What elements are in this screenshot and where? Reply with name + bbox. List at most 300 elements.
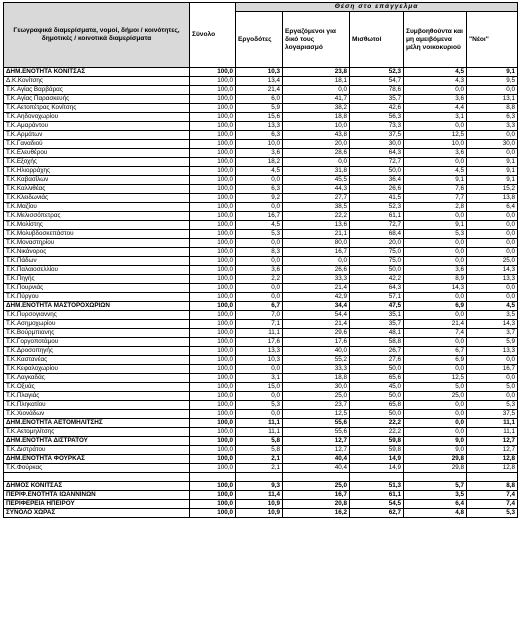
value-cell: 6,3 bbox=[467, 113, 518, 122]
area-name-cell: ΔΗΜ.ΕΝΟΤΗΤΑ ΦΟΥΡΚΑΣ bbox=[4, 455, 190, 464]
value-cell: 38,2 bbox=[283, 104, 350, 113]
value-cell: 12,8 bbox=[467, 455, 518, 464]
value-cell: 20,8 bbox=[283, 500, 350, 509]
value-cell: 0,0 bbox=[467, 212, 518, 221]
value-cell: 100,0 bbox=[190, 266, 236, 275]
value-cell: 6,0 bbox=[236, 95, 283, 104]
value-cell: 0,0 bbox=[404, 239, 467, 248]
value-cell: 8,9 bbox=[404, 275, 467, 284]
value-cell: 7,1 bbox=[236, 320, 283, 329]
value-cell: 42,9 bbox=[283, 293, 350, 302]
area-name-cell: ΣΥΝΟΛΟ ΧΩΡΑΣ bbox=[4, 509, 190, 518]
value-cell: 25,0 bbox=[404, 392, 467, 401]
area-name-cell: ΔΗΜ.ΕΝΟΤΗΤΑ ΜΑΣΤΟΡΟΧΩΡΙΩΝ bbox=[4, 302, 190, 311]
value-cell: 45,0 bbox=[350, 383, 404, 392]
value-cell: 54,5 bbox=[350, 500, 404, 509]
area-name-cell: Τ.Κ.Καβασίλων bbox=[4, 176, 190, 185]
value-cell: 6,7 bbox=[404, 347, 467, 356]
value-cell: 64,3 bbox=[350, 149, 404, 158]
value-cell: 100,0 bbox=[190, 113, 236, 122]
value-cell: 15,0 bbox=[236, 383, 283, 392]
value-cell: 51,3 bbox=[350, 482, 404, 491]
value-cell: 9,0 bbox=[404, 437, 467, 446]
value-cell: 40,4 bbox=[283, 464, 350, 473]
area-name-cell: Τ.Κ.Πυρσογιαννης bbox=[4, 311, 190, 320]
family-members-column-header: Συμβοηθούντα και μη αμειβόμενα μέλη νοικοκυριού bbox=[404, 12, 467, 68]
value-cell: 0,0 bbox=[404, 401, 467, 410]
value-cell: 37,5 bbox=[467, 410, 518, 419]
value-cell: 100,0 bbox=[190, 392, 236, 401]
table-row bbox=[4, 437, 518, 446]
area-name-cell: Τ.Κ.Αετομηλίτσης bbox=[4, 428, 190, 437]
table-row bbox=[4, 95, 518, 104]
value-cell: 21,4 bbox=[404, 320, 467, 329]
value-cell: 0,0 bbox=[467, 131, 518, 140]
value-cell: 0,0 bbox=[467, 374, 518, 383]
table-row bbox=[4, 86, 518, 95]
value-cell: 4,5 bbox=[467, 302, 518, 311]
table-row bbox=[4, 311, 518, 320]
area-name-cell: Τ.Κ.Κεφαλοχωρίου bbox=[4, 365, 190, 374]
value-cell: 6,4 bbox=[467, 203, 518, 212]
value-cell: 6,7 bbox=[236, 302, 283, 311]
area-name-cell: Τ.Κ.Μολυβδοσκεπάστου bbox=[4, 230, 190, 239]
value-cell: 9,1 bbox=[467, 158, 518, 167]
area-column-header: Γεωγραφικά διαμερίσματα, νομοί, δήμοι / κοινότητες, δημοτικές / κοινοτικά διαμερίσματα bbox=[4, 3, 190, 68]
value-cell: 0,0 bbox=[236, 365, 283, 374]
value-cell: 64,3 bbox=[350, 284, 404, 293]
value-cell: 12,7 bbox=[467, 437, 518, 446]
value-cell: 0,0 bbox=[404, 419, 467, 428]
table-row bbox=[4, 248, 518, 257]
value-cell: 0,0 bbox=[404, 410, 467, 419]
area-name-cell: Τ.Κ.Φούρκας bbox=[4, 464, 190, 473]
table-row bbox=[4, 464, 518, 473]
value-cell: 100,0 bbox=[190, 68, 236, 77]
area-name-cell: Τ.Κ.Εξοχής bbox=[4, 158, 190, 167]
value-cell: 37,5 bbox=[350, 131, 404, 140]
table-body bbox=[4, 68, 518, 518]
table-row bbox=[4, 167, 518, 176]
value-cell: 80,0 bbox=[283, 239, 350, 248]
table-row bbox=[4, 473, 518, 482]
value-cell: 20,0 bbox=[283, 140, 350, 149]
value-cell: 50,0 bbox=[350, 266, 404, 275]
value-cell: 3,6 bbox=[236, 266, 283, 275]
area-name-cell: ΔΗΜ.ΕΝΟΤΗΤΑ ΚΟΝΙΤΣΑΣ bbox=[4, 68, 190, 77]
value-cell: 5,0 bbox=[467, 383, 518, 392]
value-cell: 13,3 bbox=[467, 347, 518, 356]
value-cell: 14,3 bbox=[467, 320, 518, 329]
value-cell: 78,6 bbox=[350, 86, 404, 95]
value-cell: 100,0 bbox=[190, 455, 236, 464]
value-cell: 65,6 bbox=[350, 374, 404, 383]
value-cell: 9,3 bbox=[236, 482, 283, 491]
value-cell: 2,8 bbox=[404, 203, 467, 212]
value-cell: 0,0 bbox=[236, 293, 283, 302]
value-cell: 27,7 bbox=[283, 194, 350, 203]
value-cell: 0,0 bbox=[467, 149, 518, 158]
value-cell: 100,0 bbox=[190, 230, 236, 239]
value-cell: 0,0 bbox=[236, 410, 283, 419]
value-cell: 8,8 bbox=[467, 104, 518, 113]
value-cell: 100,0 bbox=[190, 284, 236, 293]
table-row bbox=[4, 212, 518, 221]
value-cell: 4,4 bbox=[404, 104, 467, 113]
value-cell: 21,1 bbox=[283, 230, 350, 239]
area-name-cell: Τ.Κ.Μαζίου bbox=[4, 203, 190, 212]
table-row bbox=[4, 410, 518, 419]
value-cell: 100,0 bbox=[190, 275, 236, 284]
value-cell: 61,1 bbox=[350, 212, 404, 221]
value-cell: 26,6 bbox=[283, 266, 350, 275]
value-cell: 13,3 bbox=[467, 275, 518, 284]
value-cell: 21,4 bbox=[236, 86, 283, 95]
value-cell: 14,3 bbox=[404, 284, 467, 293]
value-cell: 7,4 bbox=[404, 329, 467, 338]
value-cell: 11,1 bbox=[236, 419, 283, 428]
table-row bbox=[4, 500, 518, 509]
area-name-cell: Τ.Κ.Μελισσόπετρας bbox=[4, 212, 190, 221]
value-cell: 4,5 bbox=[404, 167, 467, 176]
value-cell: 22,2 bbox=[283, 212, 350, 221]
value-cell: 100,0 bbox=[190, 149, 236, 158]
value-cell: 0,0 bbox=[404, 122, 467, 131]
table-row bbox=[4, 122, 518, 131]
table-row bbox=[4, 293, 518, 302]
value-cell: 72,7 bbox=[350, 158, 404, 167]
value-cell: 10,0 bbox=[404, 140, 467, 149]
value-cell: 55,6 bbox=[283, 419, 350, 428]
table-row bbox=[4, 284, 518, 293]
table-row bbox=[4, 491, 518, 500]
value-cell: 0,0 bbox=[467, 356, 518, 365]
value-cell: 0,0 bbox=[467, 239, 518, 248]
value-cell: 34,4 bbox=[283, 302, 350, 311]
value-cell: 3,5 bbox=[467, 311, 518, 320]
value-cell: 42,2 bbox=[350, 275, 404, 284]
value-cell: 10,3 bbox=[236, 68, 283, 77]
value-cell: 0,0 bbox=[404, 212, 467, 221]
value-cell: 5,3 bbox=[404, 230, 467, 239]
value-cell: 16,2 bbox=[283, 509, 350, 518]
value-cell: 0,0 bbox=[283, 257, 350, 266]
table-row bbox=[4, 428, 518, 437]
value-cell: 16,7 bbox=[467, 365, 518, 374]
value-cell: 72,7 bbox=[350, 221, 404, 230]
value-cell: 100,0 bbox=[190, 140, 236, 149]
new-entrants-column-header: "Νέοι" bbox=[467, 12, 518, 68]
value-cell: 0,0 bbox=[404, 86, 467, 95]
value-cell: 14,9 bbox=[350, 464, 404, 473]
value-cell: 0,0 bbox=[283, 86, 350, 95]
value-cell: 100,0 bbox=[190, 77, 236, 86]
value-cell: 100,0 bbox=[190, 176, 236, 185]
value-cell: 35,7 bbox=[350, 320, 404, 329]
value-cell: 4,5 bbox=[236, 167, 283, 176]
area-name-cell: Τ.Κ.Χιονάδων bbox=[4, 410, 190, 419]
value-cell: 7,6 bbox=[404, 185, 467, 194]
area-name-cell: Τ.Κ.Πάδων bbox=[4, 257, 190, 266]
value-cell: 12,7 bbox=[283, 446, 350, 455]
table-row bbox=[4, 320, 518, 329]
value-cell: 7,4 bbox=[467, 500, 518, 509]
value-cell: 100,0 bbox=[190, 320, 236, 329]
value-cell: 9,1 bbox=[467, 68, 518, 77]
value-cell: 100,0 bbox=[190, 158, 236, 167]
value-cell: 58,8 bbox=[350, 338, 404, 347]
value-cell: 75,0 bbox=[350, 248, 404, 257]
value-cell: 13,3 bbox=[236, 347, 283, 356]
table-row bbox=[4, 113, 518, 122]
value-cell: 12,7 bbox=[467, 446, 518, 455]
area-name-cell: Τ.Κ.Μοναστηρίου bbox=[4, 239, 190, 248]
value-cell: 0,0 bbox=[404, 338, 467, 347]
value-cell: 0,0 bbox=[404, 248, 467, 257]
value-cell: 0,0 bbox=[236, 284, 283, 293]
value-cell: 65,8 bbox=[350, 401, 404, 410]
area-name-cell: Τ.Κ.Αμαράντου bbox=[4, 122, 190, 131]
value-cell: 100,0 bbox=[190, 491, 236, 500]
value-cell: 17,6 bbox=[236, 338, 283, 347]
value-cell: 9,1 bbox=[404, 221, 467, 230]
value-cell: 18,2 bbox=[236, 158, 283, 167]
area-name-cell: Τ.Κ.Διστράτου bbox=[4, 446, 190, 455]
value-cell: 100,0 bbox=[190, 419, 236, 428]
total-column-header: Σύνολο bbox=[190, 3, 236, 68]
value-cell: 5,7 bbox=[404, 482, 467, 491]
value-cell bbox=[190, 473, 236, 482]
value-cell: 100,0 bbox=[190, 311, 236, 320]
value-cell: 35,7 bbox=[350, 95, 404, 104]
value-cell: 28,6 bbox=[283, 149, 350, 158]
value-cell: 12,8 bbox=[467, 464, 518, 473]
area-name-cell: Τ.Κ.Γοργοποτάμου bbox=[4, 338, 190, 347]
value-cell: 43,8 bbox=[283, 131, 350, 140]
table-row bbox=[4, 374, 518, 383]
value-cell: 0,0 bbox=[404, 158, 467, 167]
self-employed-column-header: Εργαζόμενοι για δικό τους λογαριασμό bbox=[283, 12, 350, 68]
employers-column-header: Εργοδότες bbox=[236, 12, 283, 68]
value-cell: 36,4 bbox=[350, 176, 404, 185]
value-cell: 9,1 bbox=[404, 176, 467, 185]
value-cell: 11,4 bbox=[236, 491, 283, 500]
area-name-cell: Τ.Κ.Πλαγιάς bbox=[4, 392, 190, 401]
value-cell: 10,9 bbox=[236, 500, 283, 509]
value-cell: 6,3 bbox=[236, 131, 283, 140]
value-cell: 2,2 bbox=[236, 275, 283, 284]
value-cell: 100,0 bbox=[190, 356, 236, 365]
value-cell: 100,0 bbox=[190, 257, 236, 266]
area-name-cell: Τ.Κ.Πουρνιάς bbox=[4, 284, 190, 293]
value-cell: 30,0 bbox=[350, 140, 404, 149]
value-cell: 5,3 bbox=[236, 230, 283, 239]
value-cell bbox=[404, 473, 467, 482]
value-cell: 10,3 bbox=[236, 356, 283, 365]
area-name-cell: ΔΗΜ.ΕΝΟΤΗΤΑ ΑΕΤΟΜΗΛΙΤΣΗΣ bbox=[4, 419, 190, 428]
value-cell: 23,8 bbox=[283, 68, 350, 77]
value-cell: 4,5 bbox=[236, 221, 283, 230]
area-name-cell: Τ.Κ.Ελευθέρου bbox=[4, 149, 190, 158]
value-cell: 16,7 bbox=[236, 212, 283, 221]
value-cell: 100,0 bbox=[190, 248, 236, 257]
table-row bbox=[4, 356, 518, 365]
table-row bbox=[4, 275, 518, 284]
value-cell: 0,0 bbox=[404, 257, 467, 266]
value-cell: 10,0 bbox=[236, 140, 283, 149]
value-cell: 0,0 bbox=[467, 86, 518, 95]
value-cell: 59,8 bbox=[350, 446, 404, 455]
table-row bbox=[4, 383, 518, 392]
table-row bbox=[4, 68, 518, 77]
table-row bbox=[4, 230, 518, 239]
value-cell: 9,0 bbox=[404, 446, 467, 455]
value-cell: 11,1 bbox=[467, 428, 518, 437]
value-cell: 3,6 bbox=[404, 95, 467, 104]
value-cell: 100,0 bbox=[190, 500, 236, 509]
value-cell: 54,7 bbox=[350, 77, 404, 86]
value-cell: 3,1 bbox=[236, 374, 283, 383]
table-row bbox=[4, 140, 518, 149]
value-cell: 4,8 bbox=[404, 509, 467, 518]
table-row bbox=[4, 446, 518, 455]
area-name-cell: Τ.Κ.Αηδονοχωρίου bbox=[4, 113, 190, 122]
area-name-cell: Τ.Κ.Αετοπέτρας Κονίτσης bbox=[4, 104, 190, 113]
value-cell: 0,0 bbox=[467, 248, 518, 257]
value-cell: 0,0 bbox=[467, 392, 518, 401]
value-cell: 0,0 bbox=[236, 203, 283, 212]
value-cell: 0,0 bbox=[404, 365, 467, 374]
value-cell: 40,0 bbox=[283, 347, 350, 356]
value-cell: 38,5 bbox=[283, 203, 350, 212]
value-cell: 5,8 bbox=[236, 446, 283, 455]
area-name-cell: Τ.Κ.Πύργου bbox=[4, 293, 190, 302]
value-cell: 15,2 bbox=[467, 185, 518, 194]
value-cell: 45,5 bbox=[283, 176, 350, 185]
value-cell: 100,0 bbox=[190, 347, 236, 356]
value-cell: 8,8 bbox=[467, 482, 518, 491]
table-row bbox=[4, 131, 518, 140]
value-cell: 0,0 bbox=[236, 176, 283, 185]
value-cell: 13,1 bbox=[467, 95, 518, 104]
value-cell: 10,9 bbox=[236, 509, 283, 518]
value-cell: 21,4 bbox=[283, 284, 350, 293]
value-cell: 100,0 bbox=[190, 410, 236, 419]
value-cell: 100,0 bbox=[190, 167, 236, 176]
value-cell: 29,8 bbox=[404, 464, 467, 473]
value-cell: 100,0 bbox=[190, 95, 236, 104]
value-cell: 12,7 bbox=[283, 437, 350, 446]
value-cell: 100,0 bbox=[190, 509, 236, 518]
area-name-cell: Τ.Κ.Μολίστης bbox=[4, 221, 190, 230]
value-cell: 5,0 bbox=[404, 383, 467, 392]
value-cell: 100,0 bbox=[190, 104, 236, 113]
value-cell: 0,0 bbox=[467, 221, 518, 230]
statistics-sheet bbox=[3, 2, 518, 518]
value-cell: 12,5 bbox=[404, 374, 467, 383]
value-cell: 21,4 bbox=[283, 320, 350, 329]
value-cell: 44,3 bbox=[283, 185, 350, 194]
value-cell: 0,0 bbox=[404, 311, 467, 320]
value-cell: 41,5 bbox=[350, 194, 404, 203]
area-name-cell bbox=[4, 473, 190, 482]
value-cell: 14,9 bbox=[350, 455, 404, 464]
value-cell bbox=[350, 473, 404, 482]
area-name-cell: Τ.Κ.Κλειδωνιάς bbox=[4, 194, 190, 203]
value-cell: 7,0 bbox=[236, 311, 283, 320]
value-cell: 50,0 bbox=[350, 167, 404, 176]
value-cell: 14,3 bbox=[467, 266, 518, 275]
value-cell: 55,2 bbox=[283, 356, 350, 365]
table-row bbox=[4, 176, 518, 185]
value-cell: 0,0 bbox=[467, 284, 518, 293]
value-cell bbox=[236, 473, 283, 482]
value-cell: 20,0 bbox=[350, 239, 404, 248]
occupation-status-table bbox=[3, 2, 518, 518]
value-cell: 57,1 bbox=[350, 293, 404, 302]
table-row bbox=[4, 221, 518, 230]
value-cell: 100,0 bbox=[190, 437, 236, 446]
value-cell: 100,0 bbox=[190, 446, 236, 455]
value-cell: 12,5 bbox=[404, 131, 467, 140]
value-cell: 11,1 bbox=[467, 419, 518, 428]
value-cell: 100,0 bbox=[190, 185, 236, 194]
value-cell: 52,3 bbox=[350, 68, 404, 77]
value-cell: 75,0 bbox=[350, 257, 404, 266]
value-cell: 5,3 bbox=[467, 401, 518, 410]
area-name-cell: Δ.Κ.Κονίτσης bbox=[4, 77, 190, 86]
area-name-cell: Τ.Κ.Βούρμπιανης bbox=[4, 329, 190, 338]
value-cell: 5,9 bbox=[236, 104, 283, 113]
value-cell: 100,0 bbox=[190, 131, 236, 140]
value-cell: 16,7 bbox=[283, 491, 350, 500]
value-cell: 25,0 bbox=[283, 482, 350, 491]
table-row bbox=[4, 203, 518, 212]
area-name-cell: Τ.Κ.Πληκατίου bbox=[4, 401, 190, 410]
value-cell: 100,0 bbox=[190, 122, 236, 131]
value-cell: 0,0 bbox=[404, 428, 467, 437]
table-row bbox=[4, 158, 518, 167]
value-cell: 11,1 bbox=[236, 329, 283, 338]
table-row bbox=[4, 455, 518, 464]
value-cell: 13,4 bbox=[236, 77, 283, 86]
value-cell: 73,3 bbox=[350, 122, 404, 131]
value-cell: 8,3 bbox=[236, 248, 283, 257]
value-cell: 100,0 bbox=[190, 338, 236, 347]
value-cell: 18,1 bbox=[283, 77, 350, 86]
value-cell: 0,0 bbox=[236, 239, 283, 248]
value-cell: 56,3 bbox=[350, 113, 404, 122]
value-cell: 55,6 bbox=[283, 428, 350, 437]
area-name-cell: Τ.Κ.Ηλιορράχης bbox=[4, 167, 190, 176]
value-cell: 50,0 bbox=[350, 410, 404, 419]
area-name-cell: Τ.Κ.Παλαιοσελλίου bbox=[4, 266, 190, 275]
area-name-cell: ΔΗΜ.ΕΝΟΤΗΤΑ ΔΙΣΤΡΑΤΟΥ bbox=[4, 437, 190, 446]
value-cell: 50,0 bbox=[350, 392, 404, 401]
value-cell: 6,9 bbox=[404, 356, 467, 365]
value-cell: 42,6 bbox=[350, 104, 404, 113]
value-cell: 100,0 bbox=[190, 428, 236, 437]
value-cell: 47,5 bbox=[350, 302, 404, 311]
value-cell: 40,4 bbox=[283, 455, 350, 464]
area-name-cell: Τ.Κ.Νικάνορος bbox=[4, 248, 190, 257]
value-cell: 3,6 bbox=[404, 266, 467, 275]
area-name-cell: Τ.Κ.Αγίας Παρασκευής bbox=[4, 95, 190, 104]
value-cell: 100,0 bbox=[190, 383, 236, 392]
area-name-cell: ΔΗΜΟΣ ΚΟΝΙΤΣΑΣ bbox=[4, 482, 190, 491]
value-cell: 61,1 bbox=[350, 491, 404, 500]
value-cell: 13,3 bbox=[236, 122, 283, 131]
